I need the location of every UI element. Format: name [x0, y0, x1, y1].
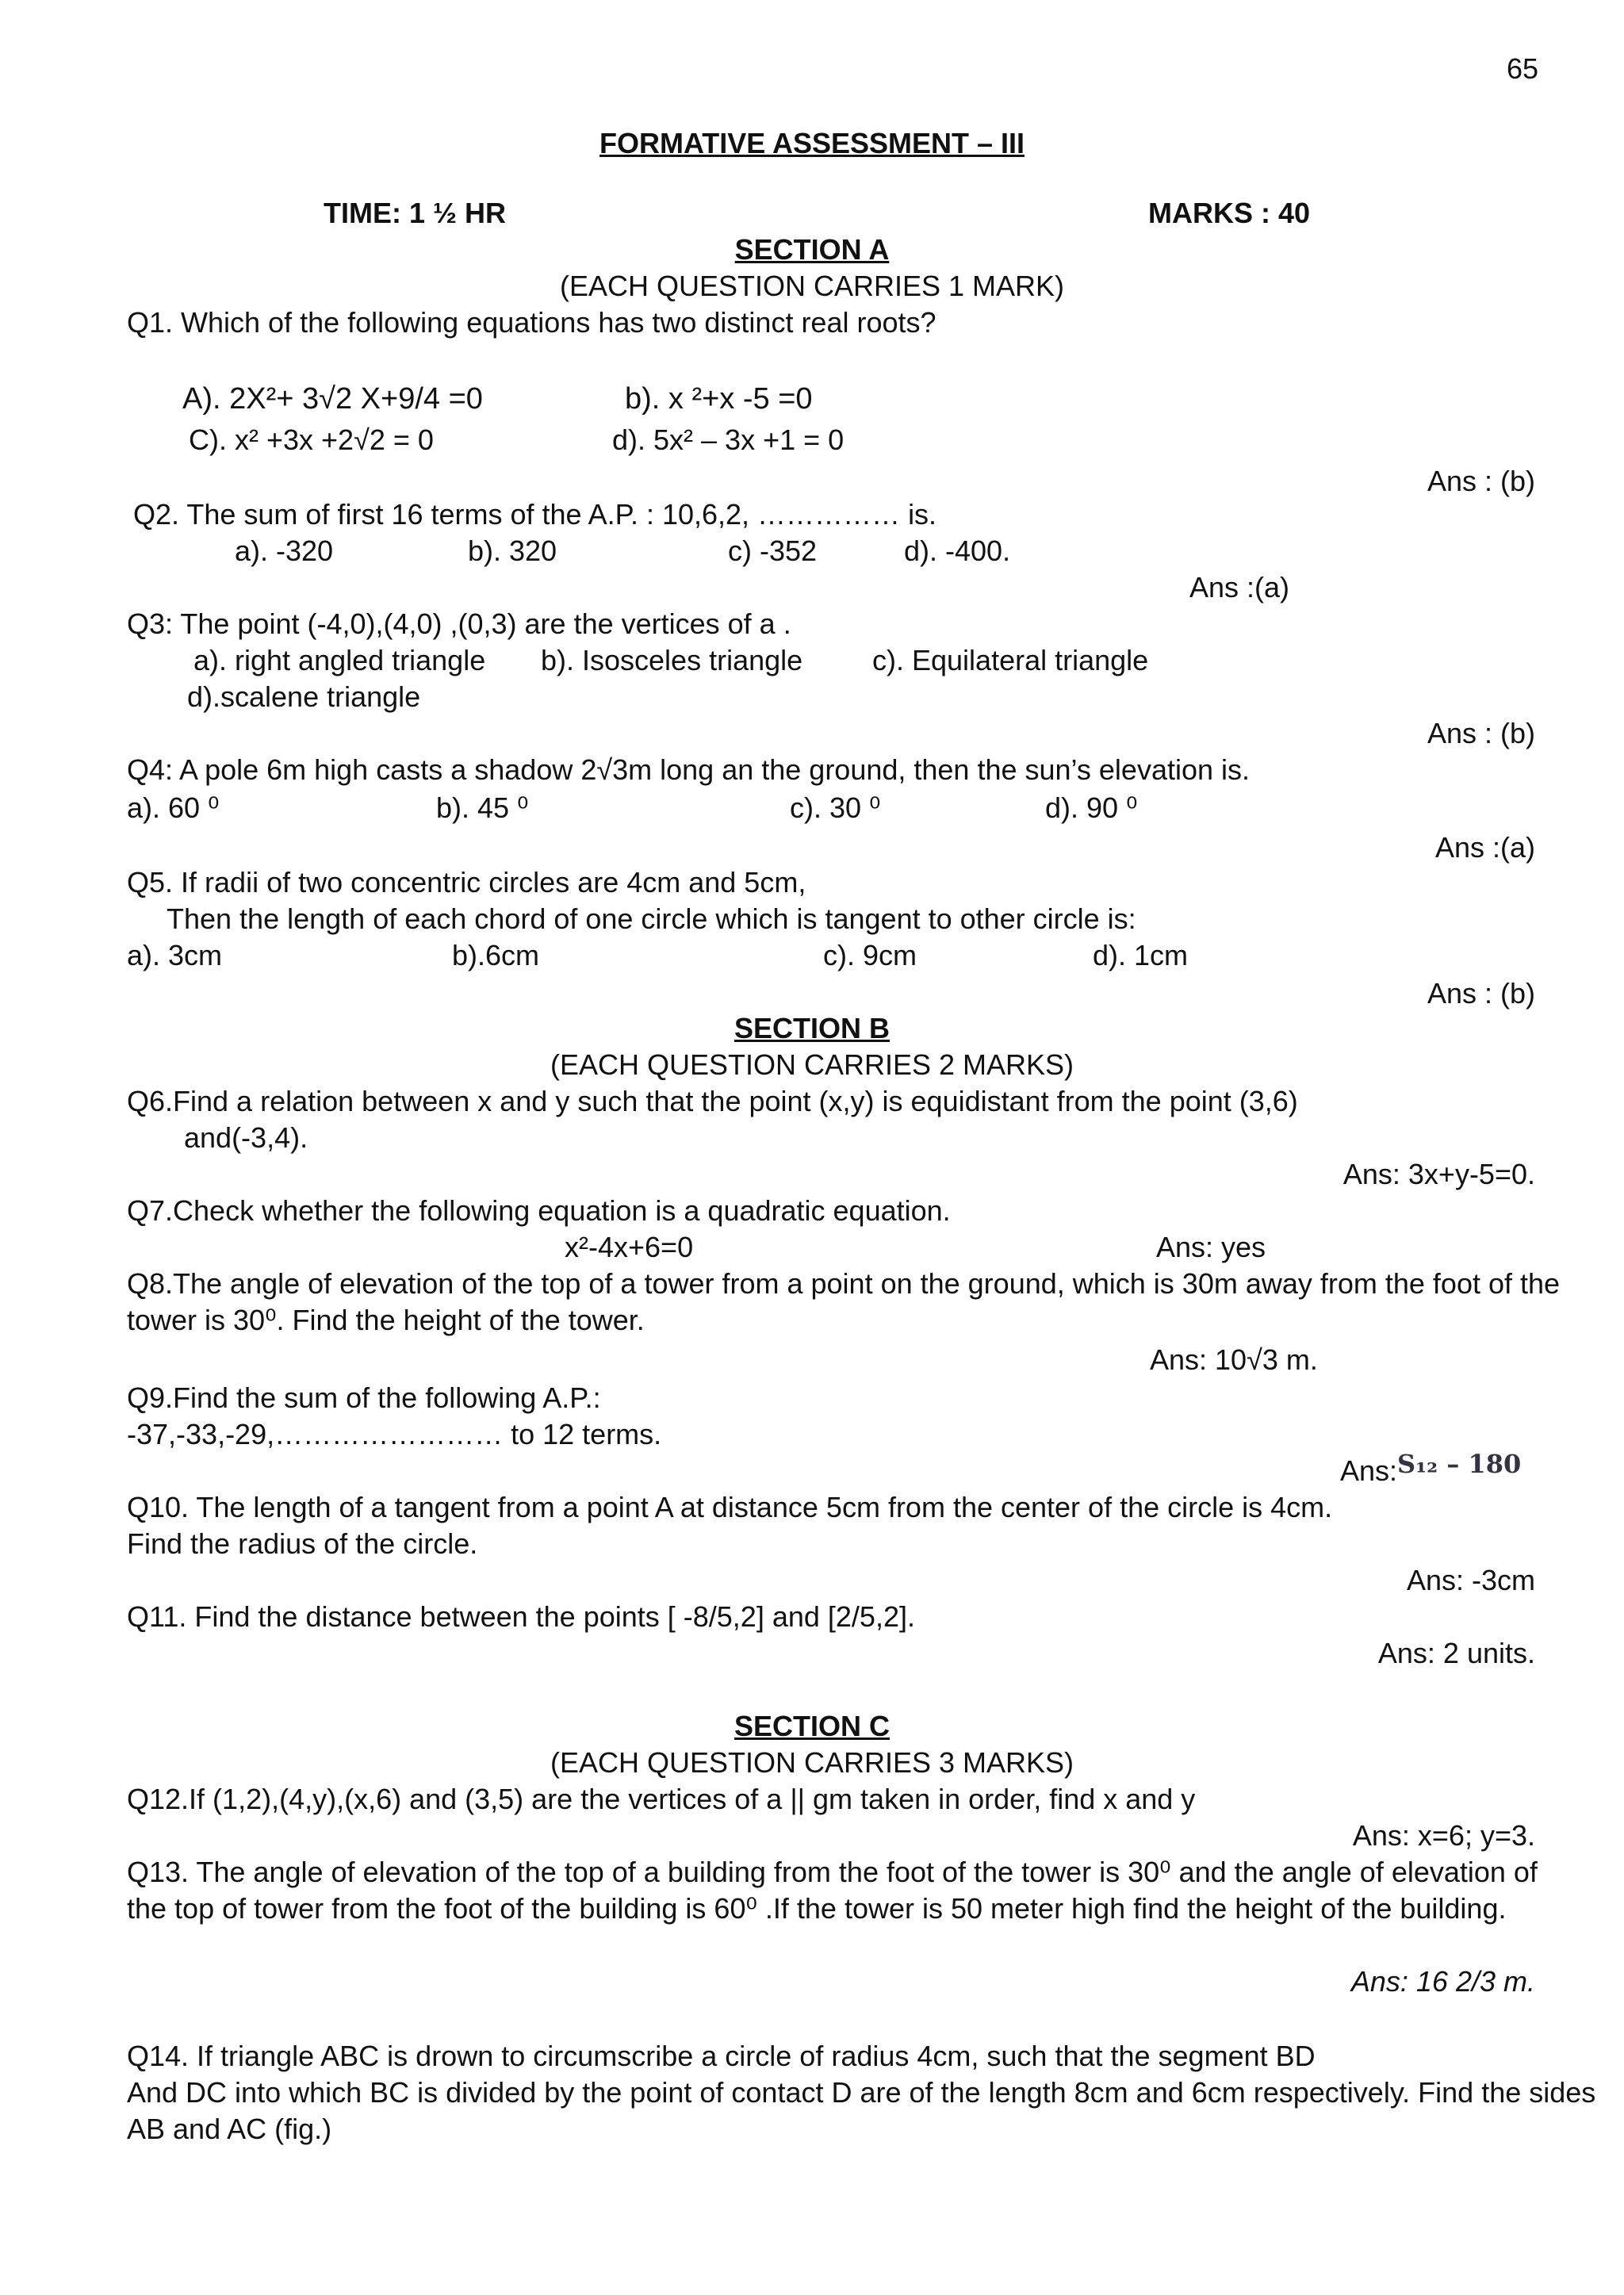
q4-answer: Ans :(a): [1434, 831, 1535, 864]
q6-text: Q6.Find a relation between x and y such that the point (x,y) is equidistant from the point (3,6): [127, 1085, 1298, 1117]
q7-answer: Ans: yes: [1156, 1231, 1266, 1263]
q7-equation: x²-4x+6=0: [565, 1231, 694, 1263]
q11-text: Q11. Find the distance between the points [ -8/5,2] and [2/5,2].: [127, 1600, 915, 1633]
q4-option-c: c). 30 ⁰: [790, 791, 881, 824]
q2-option-c: c) -352: [728, 534, 818, 567]
q2-option-b: b). 320: [468, 534, 557, 567]
section-c-note: (EACH QUESTION CARRIES 3 MARKS): [550, 1746, 1074, 1779]
q3-option-c: c). Equilateral triangle: [872, 644, 1149, 676]
marks-label: MARKS : 40: [1148, 197, 1311, 229]
q9-text: Q9.Find the sum of the following A.P.:: [127, 1381, 601, 1414]
q5-text-line2: Then the length of each chord of one circle which is tangent to other circle is:: [167, 902, 1136, 935]
section-b-note: (EACH QUESTION CARRIES 2 MARKS): [550, 1048, 1074, 1081]
q5-option-c: c). 9cm: [823, 939, 917, 971]
q10-text: Q10. The length of a tangent from a point A at distance 5cm from the center of the circle is 4cm.: [127, 1491, 1333, 1523]
q1-option-b: b). x ²+x -5 =0: [625, 382, 813, 416]
q13-text: Q13. The angle of elevation of the top of a building from the foot of the tower is 30⁰ and the angle of elevation of: [127, 1856, 1538, 1888]
time-label: TIME: 1 ½ HR: [324, 197, 507, 229]
q10-answer: Ans: -3cm: [1406, 1564, 1535, 1596]
q13-answer: Ans: 16 2/3 m.: [1350, 1965, 1535, 1998]
page-number: 65: [1507, 52, 1539, 85]
q1-answer: Ans : (b): [1427, 465, 1535, 497]
q14-text-line3: AB and AC (fig.): [127, 2113, 332, 2145]
q5-option-b: b).6cm: [452, 939, 540, 971]
q13-text-line2: the top of tower from the foot of the building is 60⁰ .If the tower is 50 meter high find the height of the building.: [127, 1892, 1507, 1925]
q2-option-d: d). -400.: [904, 534, 1011, 567]
q14-text-line2: And DC into which BC is divided by the point of contact D are of the length 8cm and 6cm respectively. Find the sides: [127, 2076, 1596, 2109]
section-a-note: (EACH QUESTION CARRIES 1 MARK): [559, 270, 1065, 302]
q3-option-b: b). Isosceles triangle: [541, 644, 803, 676]
q5-text: Q5. If radii of two concentric circles are 4cm and 5cm,: [127, 866, 806, 898]
section-a-heading: SECTION A: [734, 233, 890, 266]
q4-option-a: a). 60 ⁰: [127, 791, 220, 824]
q9-answer: [1340, 1449, 1522, 1490]
q8-text: Q8.The angle of elevation of the top of a tower from a point on the ground, which is 30m away from the foot of the: [127, 1267, 1561, 1300]
q7-text: Q7.Check whether the following equation is a quadratic equation.: [127, 1194, 951, 1227]
q3-option-a: a). right angled triangle: [193, 644, 486, 676]
q1-option-a: A). 2X²+ 3√2 X+9/4 =0: [182, 382, 483, 416]
q4-text: Q4: A pole 6m high casts a shadow 2√3m long an the ground, then the sun’s elevation is.: [127, 753, 1251, 786]
q4-option-b: b). 45 ⁰: [436, 791, 529, 824]
q4-option-d: d). 90 ⁰: [1045, 791, 1138, 824]
q3-option-d: d).scalene triangle: [187, 680, 421, 713]
q9-answer-formula: S₁₂ – 180: [1397, 1449, 1522, 1479]
q2-text: Q2. The sum of first 16 terms of the A.P. : 10,6,2, …………… is.: [133, 498, 937, 531]
q3-answer: Ans : (b): [1427, 717, 1535, 749]
q6-answer: Ans: 3x+y-5=0.: [1342, 1158, 1535, 1190]
q12-text: Q12.If (1,2),(4,y),(x,6) and (3,5) are the vertices of a || gm taken in order, find x and y: [127, 1783, 1196, 1815]
q5-option-a: a). 3cm: [127, 939, 223, 971]
section-c-heading: SECTION C: [733, 1710, 890, 1742]
q1-option-d: d). 5x² – 3x +1 = 0: [612, 423, 845, 456]
q5-answer: Ans : (b): [1427, 977, 1535, 1010]
page-title: FORMATIVE ASSESSMENT – III: [599, 127, 1025, 159]
q12-answer: Ans: x=6; y=3.: [1352, 1819, 1535, 1852]
q1-text: Q1. Which of the following equations has two distinct real roots?: [127, 306, 936, 339]
q2-option-a: a). -320: [235, 534, 334, 567]
q9-answer-prefix: Ans:: [1340, 1454, 1398, 1487]
q11-answer: Ans: 2 units.: [1377, 1637, 1535, 1669]
q1-option-c: C). x² +3x +2√2 = 0: [189, 423, 434, 456]
q8-text-line2: tower is 30⁰. Find the height of the tower.: [127, 1304, 645, 1336]
section-b-heading: SECTION B: [733, 1012, 890, 1044]
q8-answer: Ans: 10√3 m.: [1150, 1343, 1318, 1376]
q2-answer: Ans :(a): [1189, 571, 1290, 603]
q6-text-line2: and(-3,4).: [184, 1121, 308, 1154]
q5-option-d: d). 1cm: [1093, 939, 1189, 971]
q14-text: Q14. If triangle ABC is drown to circumscribe a circle of radius 4cm, such that the segment BD: [127, 2040, 1316, 2072]
q3-text: Q3: The point (-4,0),(4,0) ,(0,3) are the vertices of a .: [127, 607, 791, 640]
q10-text-line2: Find the radius of the circle.: [127, 1527, 478, 1560]
q9-text-line2: -37,-33,-29,…………………… to 12 terms.: [127, 1418, 662, 1450]
